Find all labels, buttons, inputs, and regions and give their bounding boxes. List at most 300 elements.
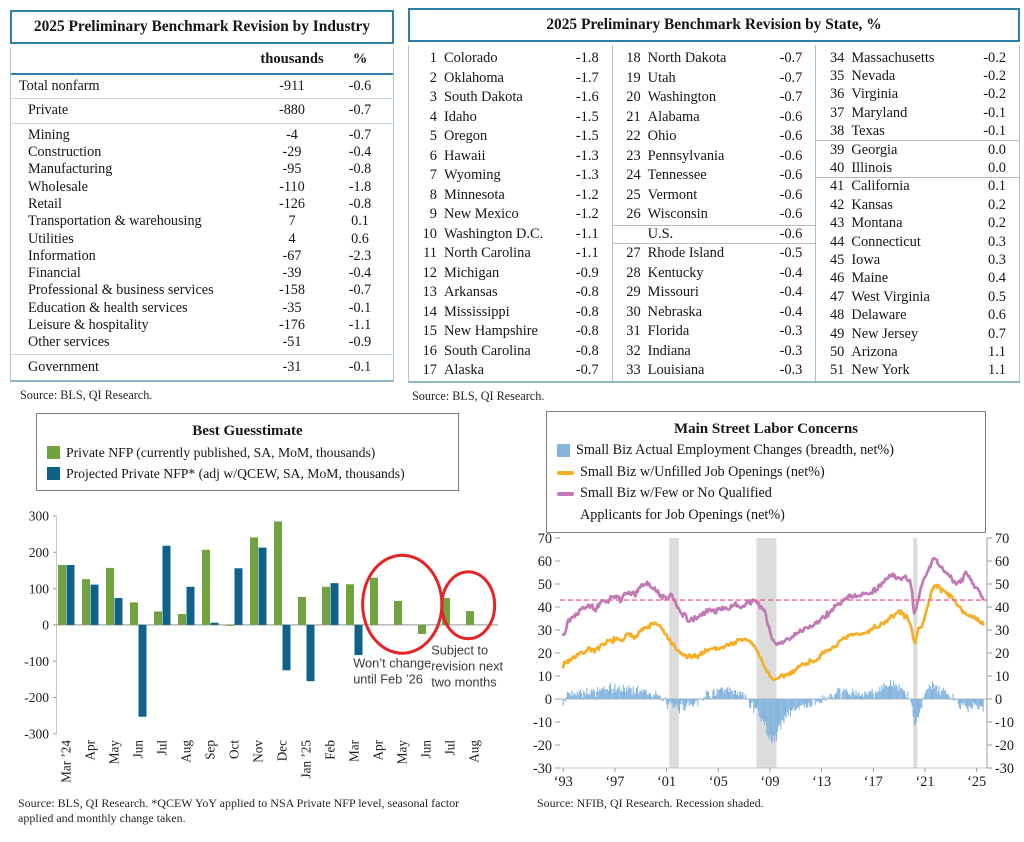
table-row	[613, 225, 816, 245]
row-label: Manufacturing	[28, 161, 113, 178]
x-axis-tick-label: Apr	[82, 740, 98, 761]
x-axis-tick-label: Aug	[178, 740, 194, 763]
right-axis-tick-label: -20	[995, 738, 1015, 754]
table-row	[613, 322, 816, 342]
table-row	[613, 127, 816, 147]
row-thousands-value: -911	[279, 78, 305, 95]
table-row	[409, 244, 612, 264]
bar	[115, 598, 123, 625]
state-name: Maryland	[851, 104, 908, 121]
state-rank: 46	[829, 270, 845, 287]
row-thousands-value: -110	[279, 178, 305, 195]
state-rank: 6	[429, 147, 437, 164]
table-row	[816, 270, 1019, 288]
state-rank: 33	[626, 362, 641, 379]
x-axis-tick-label: Dec	[274, 740, 290, 762]
bar	[154, 611, 162, 624]
state-value: -0.8	[575, 284, 599, 301]
bar	[82, 579, 90, 625]
table-row	[816, 343, 1019, 361]
state-rank: 1	[429, 50, 437, 67]
table-row	[11, 213, 393, 230]
left-axis-tick-label: -30	[532, 761, 552, 777]
right-axis-tick-label: 70	[995, 531, 1010, 547]
state-rank: 13	[422, 284, 437, 301]
state-value: -1.5	[575, 108, 599, 125]
bar	[259, 548, 267, 625]
state-table-source: Source: BLS, QI Research.	[412, 389, 545, 403]
state-name: Alaska	[444, 362, 484, 379]
bar	[139, 625, 147, 717]
table-row	[11, 78, 393, 95]
bar	[163, 546, 171, 625]
state-name: Georgia	[851, 141, 898, 158]
table-row	[11, 300, 393, 317]
state-value: 0.3	[988, 233, 1007, 250]
x-axis-tick-label: Nov	[250, 740, 266, 763]
table-row	[816, 215, 1019, 233]
row-percent-value: -0.6	[348, 78, 372, 95]
state-rank: 30	[626, 303, 641, 320]
state-rank: 31	[626, 323, 641, 340]
bar	[298, 597, 306, 625]
table-row	[613, 342, 816, 362]
state-rank: 18	[626, 50, 641, 67]
state-rank: 47	[829, 288, 845, 305]
x-axis-tick-label: May	[106, 740, 122, 765]
state-value: -1.3	[575, 167, 599, 184]
state-value: -0.6	[779, 225, 803, 242]
table-row	[409, 283, 612, 303]
table-row	[11, 358, 393, 375]
state-value: -0.3	[779, 323, 803, 340]
state-name: Wisconsin	[647, 206, 708, 223]
bar	[274, 521, 282, 624]
y-axis-tick-label: 0	[42, 617, 49, 633]
row-thousands-value: -31	[282, 358, 302, 375]
chart-annotation: Won’t change	[353, 655, 432, 671]
y-axis-tick-label: -300	[24, 726, 49, 742]
bar	[418, 625, 426, 634]
industry-table-source: Source: BLS, QI Research.	[20, 387, 153, 402]
table-row	[613, 147, 816, 167]
row-thousands-value: -4	[286, 126, 298, 143]
state-value: 0.2	[988, 196, 1007, 213]
row-label: Transportation & warehousing	[28, 213, 202, 230]
state-rank: 28	[626, 264, 641, 281]
bar-chart-svg	[6, 502, 506, 812]
table-row	[613, 88, 816, 108]
state-rank: 24	[626, 167, 641, 184]
line-chart-legend	[546, 411, 986, 533]
bar-chart-legend	[36, 413, 459, 491]
table-row	[613, 49, 816, 69]
table-row	[409, 225, 612, 245]
state-name: South Dakota	[444, 89, 523, 106]
line-chart-panel	[512, 408, 1024, 842]
chart-annotation: Subject to	[431, 642, 489, 658]
bar	[466, 611, 474, 625]
x-axis-tick-label: ‘17	[863, 774, 883, 790]
right-axis-tick-label: 10	[995, 669, 1010, 685]
row-thousands-value: -67	[282, 247, 302, 264]
state-value: -0.6	[779, 108, 803, 125]
state-name: Louisiana	[647, 362, 705, 379]
bar	[58, 565, 66, 625]
state-name: Kentucky	[647, 264, 704, 281]
x-axis-tick-label: Jul	[442, 740, 458, 756]
state-value: 0.6	[988, 307, 1007, 324]
bar	[370, 578, 378, 625]
table-row	[816, 104, 1019, 122]
state-rank: 21	[626, 108, 641, 125]
bar	[322, 587, 330, 625]
recession-band	[669, 538, 679, 768]
x-axis-tick-label: Oct	[226, 740, 242, 760]
bar	[235, 568, 243, 625]
state-name: Iowa	[851, 251, 881, 268]
table-row	[11, 317, 393, 334]
x-axis-tick-label: Jan ’25	[298, 740, 314, 779]
right-axis-tick-label: 30	[995, 623, 1010, 639]
state-value: -1.1	[575, 245, 599, 262]
table-row	[11, 230, 393, 247]
state-value: 0.5	[988, 288, 1007, 305]
state-rank: 9	[429, 206, 437, 223]
row-percent-value: -0.4	[348, 144, 372, 161]
y-axis-tick-label: -200	[24, 690, 49, 706]
state-rank: 32	[626, 342, 641, 359]
table-row	[409, 322, 612, 342]
row-thousands-value: 4	[288, 230, 296, 247]
table-row	[409, 49, 612, 69]
legend-label: Small Biz w/Unfilled Job Openings (net%)	[580, 463, 825, 480]
state-name: Indiana	[647, 342, 691, 359]
x-axis-tick-label: ‘21	[915, 774, 935, 790]
table-row	[816, 67, 1019, 85]
state-value: 0.2	[988, 215, 1007, 232]
table-row	[613, 108, 816, 128]
state-name: Maine	[851, 270, 889, 287]
state-value: -1.3	[575, 147, 599, 164]
state-rank: 27	[626, 245, 641, 262]
state-name: North Dakota	[647, 50, 727, 67]
industry-table-rows	[11, 75, 393, 380]
left-axis-tick-label: 50	[537, 577, 552, 593]
table-row	[816, 251, 1019, 269]
state-value: -0.5	[779, 245, 803, 262]
industry-table-panel	[10, 10, 394, 403]
left-axis-tick-label: 60	[537, 554, 552, 570]
chart-annotation: two months	[431, 674, 497, 690]
right-axis-tick-label: -10	[995, 715, 1015, 731]
state-value: -0.7	[779, 69, 803, 86]
bar	[250, 537, 258, 624]
state-name: Oregon	[444, 128, 488, 145]
x-axis-tick-label: ‘13	[812, 774, 832, 790]
table-row	[409, 361, 612, 381]
table-row	[816, 141, 1019, 159]
state-rank: 2	[429, 69, 437, 86]
state-value: -0.8	[575, 323, 599, 340]
table-row	[409, 88, 612, 108]
row-percent-value: -0.7	[348, 126, 372, 143]
table-row	[816, 233, 1019, 251]
row-label: Wholesale	[28, 178, 88, 195]
state-value: -0.7	[779, 89, 803, 106]
state-rank: 16	[422, 342, 437, 359]
bar	[307, 625, 315, 681]
table-row	[613, 303, 816, 323]
line-chart-title: Main Street Labor Concerns	[673, 421, 858, 437]
table-row	[613, 186, 816, 206]
state-rank: 39	[829, 141, 845, 158]
table-row	[11, 127, 393, 144]
y-axis-tick-label: 300	[28, 508, 49, 524]
bar	[178, 614, 186, 625]
state-rank: 7	[429, 167, 437, 184]
legend-label-line-1: Small Biz w/Few or No Qualified	[580, 485, 772, 501]
row-percent-value: -0.1	[348, 299, 372, 316]
state-name: New Hampshire	[444, 323, 538, 340]
legend-item-private-nfp	[47, 442, 448, 463]
x-axis-tick-label: Feb	[322, 740, 338, 760]
state-rank: 20	[626, 89, 641, 106]
state-rank: 40	[829, 159, 845, 176]
x-axis-tick-label: ‘01	[657, 774, 677, 790]
state-rank: 5	[429, 128, 437, 145]
state-rank: 15	[422, 323, 437, 340]
bar	[394, 601, 402, 625]
state-value: -0.3	[779, 342, 803, 359]
state-name: Washington D.C.	[444, 225, 544, 242]
row-thousands-value: -29	[282, 144, 302, 161]
state-name: Mississippi	[444, 303, 510, 320]
state-name: Massachusetts	[851, 49, 935, 66]
row-thousands-value: -51	[282, 334, 302, 351]
state-name: Virginia	[851, 86, 899, 103]
state-value: -1.5	[575, 128, 599, 145]
right-axis-tick-label: 40	[995, 600, 1010, 616]
legend-item-qualified-applicants	[557, 483, 975, 526]
row-label: Financial	[28, 265, 81, 282]
state-name: Tennessee	[647, 167, 707, 184]
bar	[202, 550, 210, 625]
state-name: U.S.	[647, 225, 674, 242]
state-name: Alabama	[647, 108, 700, 125]
table-row	[816, 325, 1019, 343]
state-rank: 51	[829, 362, 845, 379]
table-row	[409, 303, 612, 323]
state-rank: 49	[829, 325, 845, 342]
row-label: Information	[28, 247, 96, 264]
row-percent-value: -1.8	[348, 178, 372, 195]
y-axis-tick-label: -100	[24, 653, 49, 669]
light-blue-swatch-icon	[557, 444, 570, 457]
state-rank: 12	[422, 264, 437, 281]
table-row	[816, 178, 1019, 196]
state-table-title: 2025 Preliminary Benchmark Revision by State, %	[408, 8, 1020, 42]
table-row	[816, 49, 1019, 67]
state-value: -1.2	[575, 206, 599, 223]
state-column-3	[815, 45, 1019, 381]
table-row	[816, 196, 1019, 214]
state-value: 1.1	[988, 343, 1007, 360]
state-value: -0.6	[779, 147, 803, 164]
state-value: -0.1	[983, 122, 1007, 139]
x-axis-tick-label: ‘93	[553, 774, 573, 790]
legend-item-unfilled-openings	[557, 462, 975, 484]
state-name: Florida	[647, 323, 690, 340]
left-axis-tick-label: 10	[537, 669, 552, 685]
left-axis-tick-label: 40	[537, 600, 552, 616]
state-rank: 11	[423, 245, 437, 262]
row-label: Construction	[28, 144, 102, 161]
bar	[226, 625, 234, 626]
state-name: Pennsylvania	[647, 147, 725, 164]
row-label: Mining	[28, 126, 70, 143]
state-value: -0.4	[779, 284, 803, 301]
row-label: Retail	[28, 195, 62, 212]
state-value: 0.0	[988, 159, 1007, 176]
x-axis-tick-label: Jun	[418, 740, 434, 759]
row-label: Leisure & hospitality	[28, 317, 149, 333]
left-axis-tick-label: -10	[532, 715, 552, 731]
left-axis-tick-label: 0	[544, 692, 552, 708]
state-value: 0.4	[988, 270, 1007, 287]
state-rank: 34	[829, 49, 845, 66]
state-name: Arizona	[851, 343, 898, 360]
table-row	[11, 161, 393, 178]
row-thousands-value: -126	[278, 195, 305, 212]
state-rank: 42	[829, 196, 845, 213]
legend-label-line-2: Applicants for Job Openings (net%)	[580, 506, 785, 523]
row-label: Other services	[28, 334, 110, 351]
table-row	[11, 178, 393, 195]
state-name: New Mexico	[444, 206, 519, 223]
row-percent-value: -2.3	[348, 247, 372, 264]
state-rank: 25	[626, 186, 641, 203]
row-percent-value: -0.4	[348, 265, 372, 282]
state-value: -1.8	[575, 50, 599, 67]
bar-chart-source: Source: BLS, QI Research. *QCEW YoY applied to NSA Private NFP level, seasonal factor applied and monthly change taken.	[18, 796, 460, 825]
state-name: Ohio	[647, 128, 677, 145]
row-percent-value: -0.8	[348, 161, 372, 178]
orange-line-swatch-icon	[557, 471, 574, 475]
state-value: -0.2	[983, 86, 1007, 103]
industry-table-header	[11, 47, 393, 75]
bar	[283, 625, 291, 670]
table-row	[816, 159, 1019, 177]
row-thousands-value: -95	[282, 161, 302, 178]
row-percent-value: -0.7	[348, 282, 372, 299]
row-label: Government	[28, 358, 99, 375]
table-row	[11, 102, 393, 119]
bar-chart-panel	[0, 408, 512, 842]
state-value: -0.2	[983, 49, 1007, 66]
state-name: California	[851, 178, 910, 195]
row-percent-value: -0.8	[348, 195, 372, 212]
x-axis-tick-label: Jun	[130, 740, 146, 759]
col-header-thousands: thousands	[260, 51, 324, 67]
table-row	[11, 144, 393, 161]
state-name: Colorado	[444, 50, 498, 67]
table-row	[409, 127, 612, 147]
x-axis-tick-label: Jul	[154, 740, 170, 756]
y-axis-tick-label: 200	[28, 545, 49, 560]
state-name: New Jersey	[851, 325, 919, 342]
state-name: Michigan	[444, 264, 500, 281]
state-table	[408, 45, 1020, 383]
state-rank: 44	[829, 233, 845, 250]
bar	[346, 584, 354, 625]
table-row	[816, 288, 1019, 306]
state-rank: 50	[829, 343, 845, 360]
teal-swatch-icon	[47, 467, 60, 480]
state-value: 0.3	[988, 251, 1007, 268]
pink-line-swatch-icon	[557, 492, 574, 496]
bar	[67, 565, 75, 625]
right-axis-tick-label: 20	[995, 646, 1010, 662]
recession-band	[913, 538, 917, 768]
y-axis-tick-label: 100	[28, 581, 49, 597]
table-row	[816, 123, 1019, 141]
state-name: Vermont	[647, 186, 698, 203]
state-value: -0.6	[779, 186, 803, 203]
row-label: Private	[28, 102, 69, 119]
state-name: Idaho	[444, 108, 477, 125]
state-rank: 45	[829, 251, 845, 268]
state-rank: 37	[829, 104, 845, 121]
row-thousands-value: 7	[288, 213, 296, 230]
state-value: 0.7	[988, 325, 1007, 342]
state-rank: 4	[429, 108, 437, 125]
right-axis-tick-label: 0	[995, 692, 1003, 708]
chart-annotation: revision next	[431, 658, 504, 674]
row-percent-value: -0.9	[348, 334, 372, 351]
left-axis-tick-label: 30	[537, 623, 552, 639]
row-percent-value: 0.6	[351, 230, 369, 247]
state-value: 0.1	[988, 178, 1007, 195]
state-rank: 48	[829, 307, 845, 324]
industry-table-title: 2025 Preliminary Benchmark Revision by Industry	[10, 10, 394, 44]
state-name: Oklahoma	[444, 69, 504, 86]
table-row	[409, 166, 612, 186]
bar	[106, 568, 114, 625]
x-axis-tick-label: ‘25	[967, 774, 987, 790]
state-rank: 35	[829, 68, 845, 85]
state-value: -0.6	[779, 167, 803, 184]
x-axis-tick-label: Mar ’24	[58, 740, 74, 783]
state-value: -0.7	[779, 50, 803, 67]
table-row	[409, 186, 612, 206]
state-rank: 3	[429, 89, 437, 106]
row-label: Utilities	[28, 230, 74, 247]
state-rank: 10	[422, 225, 437, 242]
table-row	[409, 342, 612, 362]
table-row	[11, 282, 393, 299]
x-axis-tick-label: Aug	[466, 740, 482, 763]
row-thousands-value: -39	[282, 265, 302, 282]
table-row	[613, 244, 816, 264]
bar	[355, 625, 363, 655]
state-name: South Carolina	[444, 342, 531, 359]
table-row	[613, 264, 816, 284]
row-label: Professional & business services	[28, 282, 214, 299]
state-rank: 17	[422, 362, 437, 379]
state-value: -0.2	[983, 68, 1007, 85]
legend-label: Small Biz Actual Employment Changes (breadth, net%)	[576, 442, 894, 458]
